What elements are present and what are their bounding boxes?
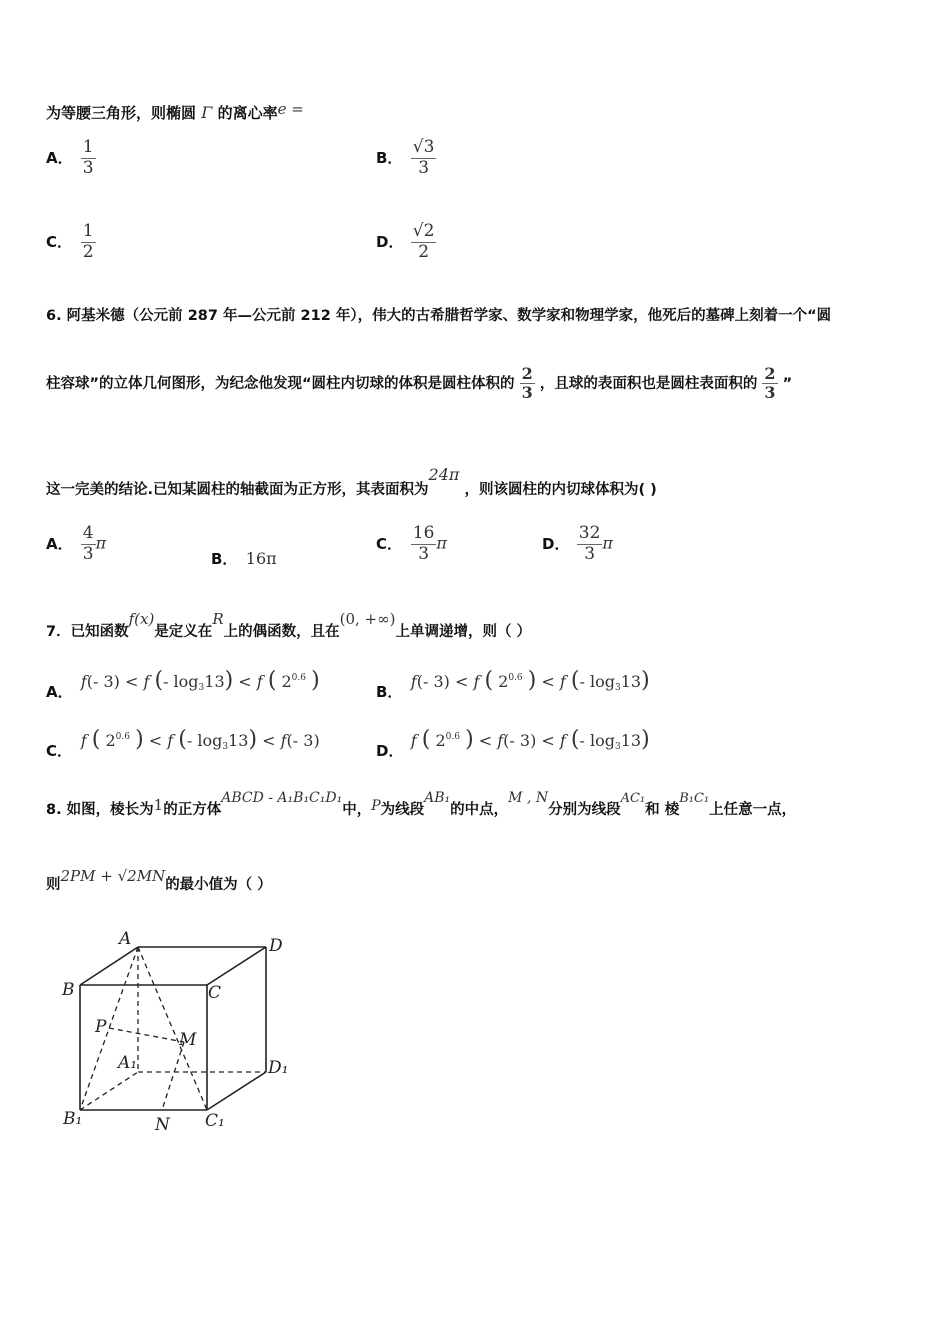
- q6-option-b: B． 16π: [211, 549, 277, 568]
- label-D: D: [269, 936, 283, 956]
- q5-option-a: A． $\frac{1}{3}$: [46, 137, 94, 178]
- label-A: A: [119, 929, 132, 949]
- edge-CD: [207, 947, 266, 985]
- label-C: C: [208, 983, 222, 1003]
- q6-line-3: 这一完美的结论.已知某圆柱的轴截面为正方形，其表面积为24π ，则该圆柱的内切球体积为( ): [46, 465, 657, 498]
- q6-option-d: D． $\frac{32}{3}$ π: [542, 523, 613, 564]
- surface-area-value: 24π: [428, 465, 460, 484]
- label-N: N: [155, 1115, 170, 1135]
- q7-option-a-expr: f(- 3) < f (- $\log_313) < f$ ( $2^{0.6}$ ): [80, 668, 320, 693]
- edge-BA: [80, 947, 138, 985]
- edge-C1D1: [207, 1072, 266, 1110]
- edge-B1A1: [80, 1072, 138, 1110]
- q5-option-c: C． $\frac{1}{2}$: [46, 221, 94, 262]
- q8-stem: 8. 如图，棱长为1的正方体ABCD - A₁B₁C₁D₁中，P为线段AB₁的中点，M , N分别为线段AC₁和 棱B₁C₁上任意一点，: [46, 790, 797, 818]
- q7-option-b: B． f(- 3) < f ( $2^{0.6}$ ) < f (- $\log_313$): [376, 668, 650, 701]
- cube-figure: [50, 922, 310, 1142]
- q8-line-2: 则2PM + √2MN的最小值为（ ）: [46, 867, 272, 893]
- label-B1: B₁: [63, 1109, 83, 1129]
- label-D1: D₁: [268, 1058, 289, 1078]
- q5-option-b: B． $\frac{√3}{3}$: [376, 137, 435, 178]
- q6-line-1: 6. 阿基米德（公元前 287 年—公元前 212 年），伟大的古希腊哲学家、数学家和物理学家，他死后的墓碑上刻着一个“圆: [46, 308, 832, 324]
- q7-option-c: C． f ( $2^{0.6}$ ) < f (- $\log_313) < f(-$ 3): [46, 727, 320, 760]
- q7-option-d-expr: f ( $2^{0.6}$ ) < f(- 3) < f (- $\log_313$): [410, 727, 650, 752]
- label-C1: C₁: [205, 1111, 225, 1131]
- gamma-symbol: Γ: [201, 103, 213, 122]
- q5-stem: 为等腰三角形，则椭圆 Γ 的离心率e =: [46, 100, 304, 122]
- label-B: B: [62, 980, 75, 1000]
- segment-MN: [162, 1042, 184, 1110]
- q6-option-a: A． $\frac{4}{3}$ π: [46, 523, 107, 564]
- q7-option-a: A． f(- 3) < f (- $\log_313) < f$ ( $2^{0.6}$ ): [46, 668, 320, 701]
- q6-option-c: C． $\frac{16}{3}$ π: [376, 523, 447, 564]
- label-A1: A₁: [118, 1053, 138, 1073]
- q7-stem: 7．已知函数f(x)是定义在R上的偶函数，且在(0, +∞)上单调递增，则（ ）: [46, 610, 532, 640]
- q7-option-b-expr: f(- 3) < f ( $2^{0.6}$ ) < f (- $\log_313$): [410, 668, 650, 693]
- q5-option-d: D． $\frac{√2}{2}$: [376, 221, 435, 262]
- q6-line-2: 柱容球”的立体几何图形，为纪念他发现“圆柱内切球的体积是圆柱体积的 $\frac{2}{3}$ ，且球的表面积也是圆柱表面积的 $\frac{2}{3}$ ”: [46, 364, 793, 403]
- label-P: P: [95, 1017, 107, 1037]
- segment-AC1: [138, 947, 207, 1110]
- q7-option-c-expr: f ( $2^{0.6}$ ) < f (- $\log_313) < f(-$ 3): [80, 727, 320, 752]
- q7-option-d: D． f ( $2^{0.6}$ ) < f(- 3) < f (- $\log_313$): [376, 727, 650, 760]
- label-M: M: [179, 1030, 197, 1050]
- eccentricity-expr: e =: [277, 100, 304, 118]
